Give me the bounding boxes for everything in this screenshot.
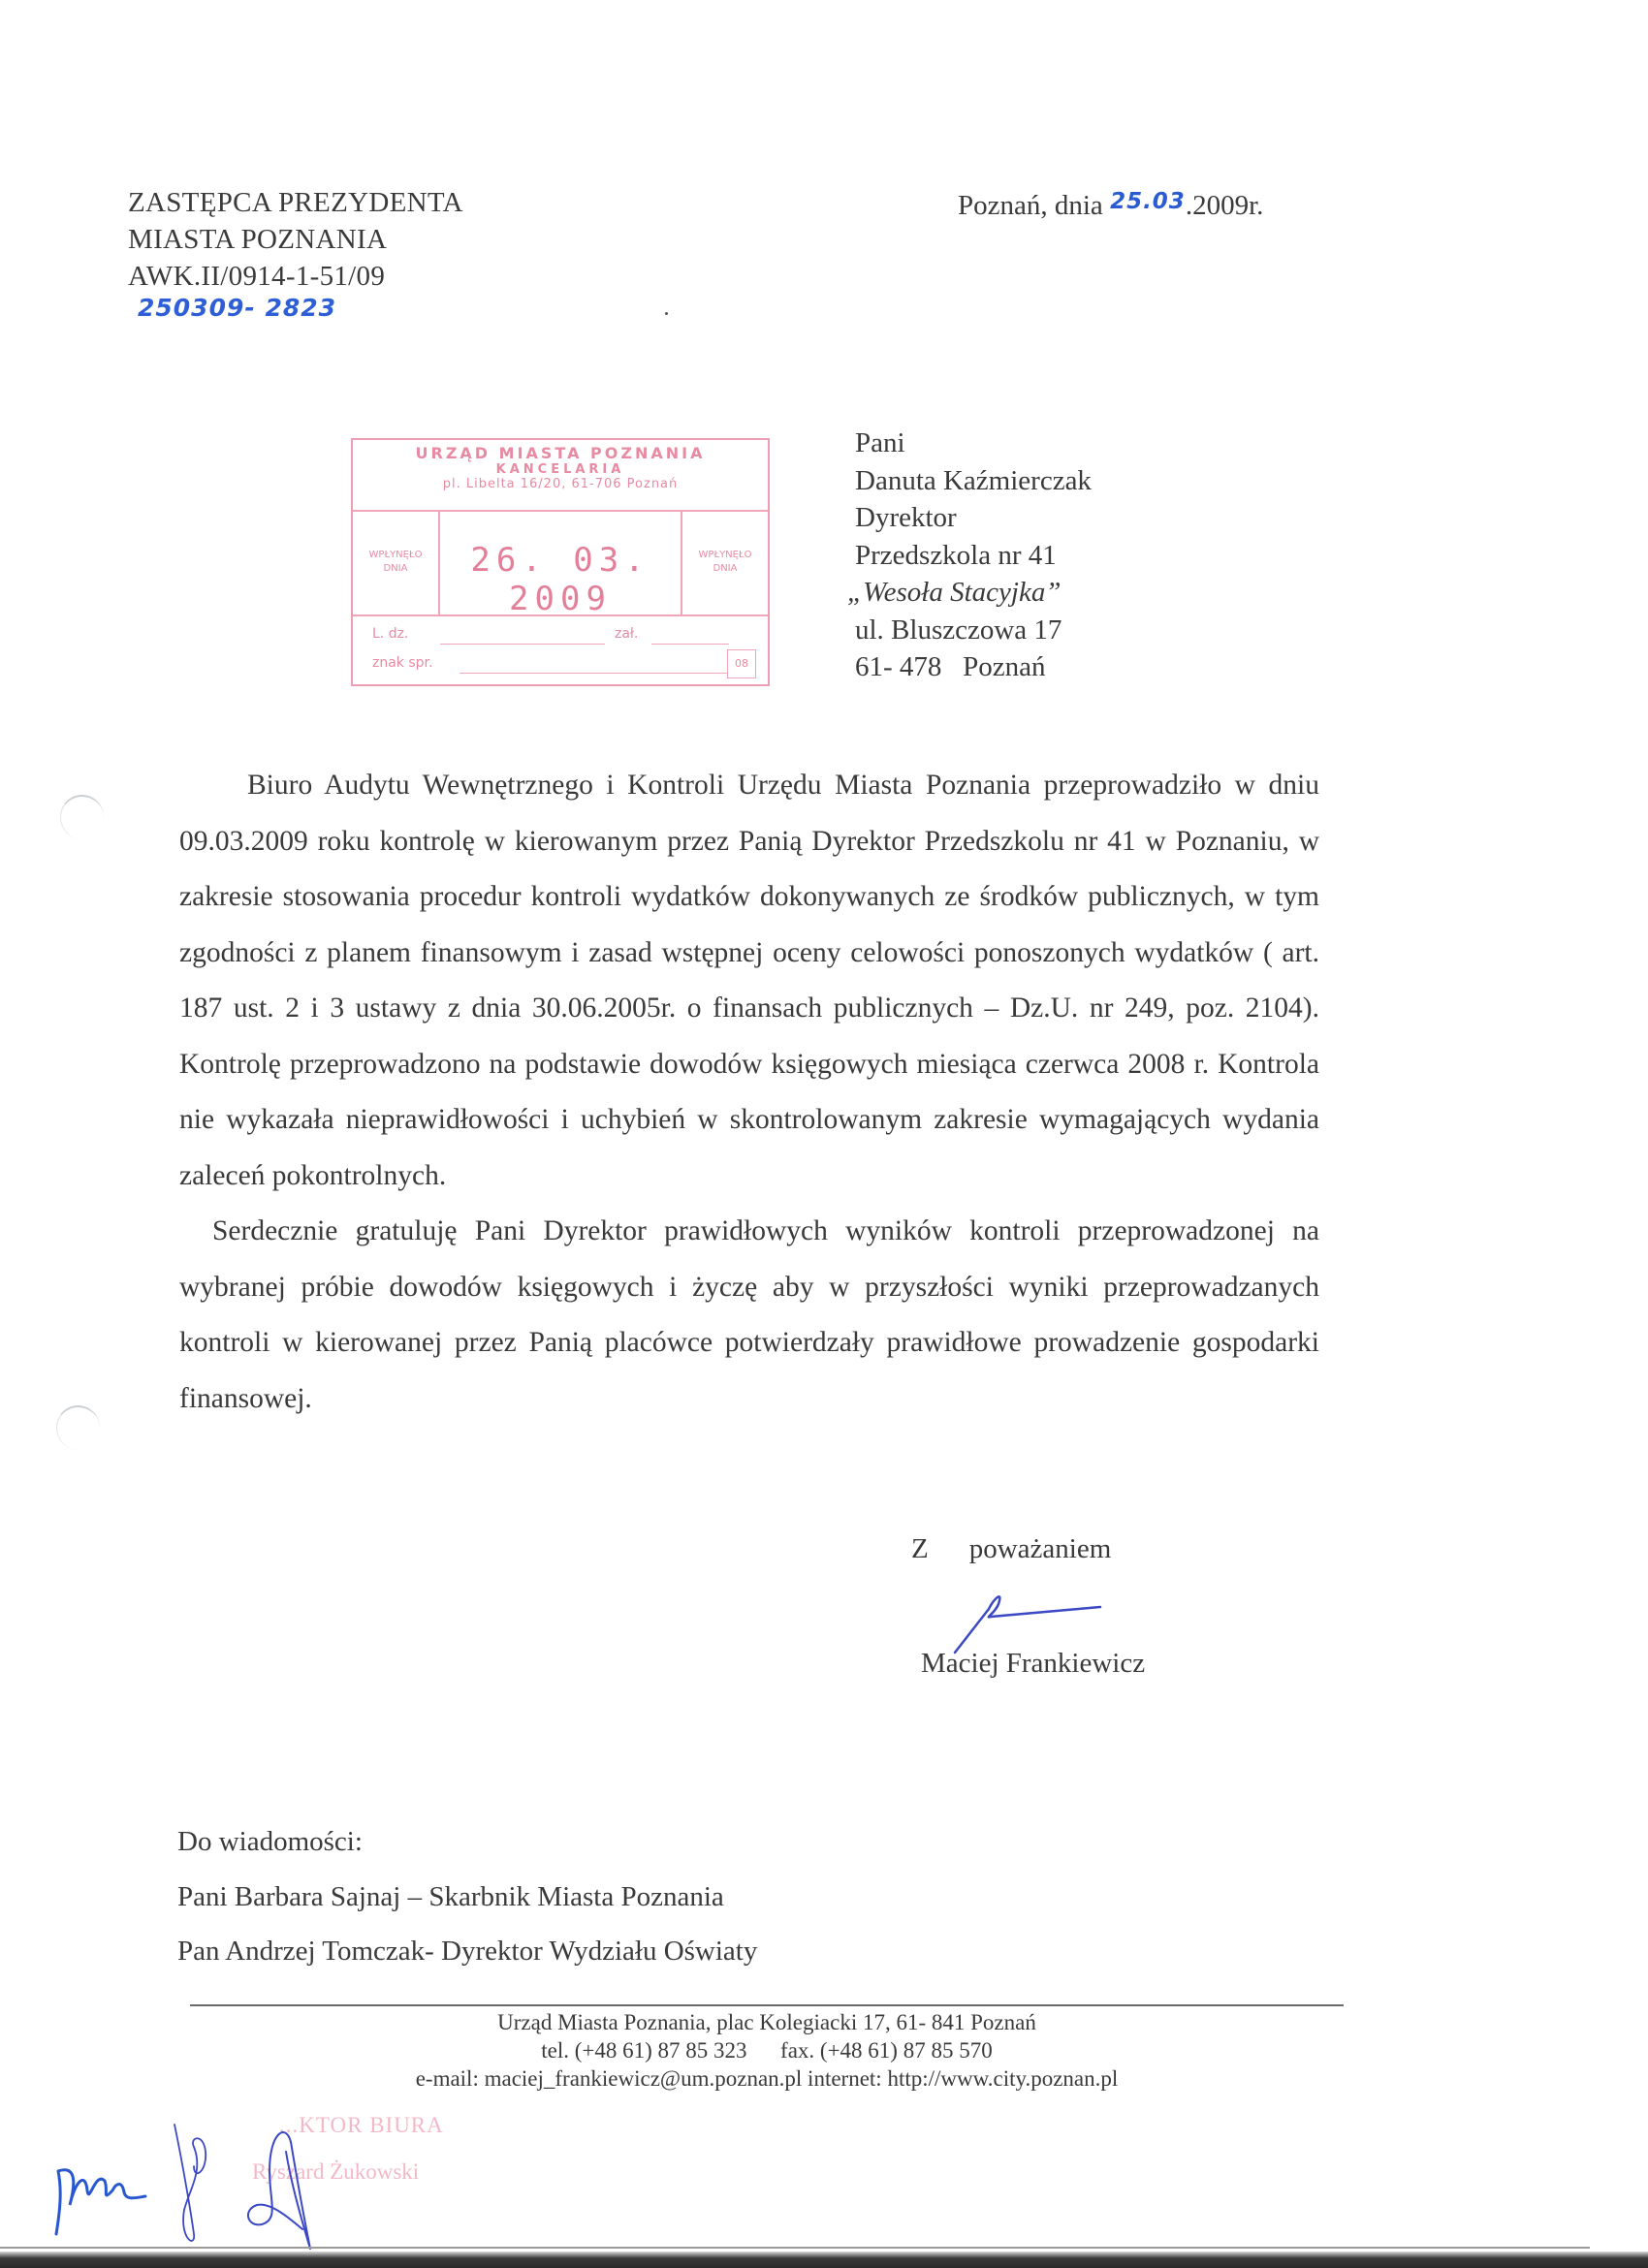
recipient-postal-city: 61- 478 Poznań — [855, 651, 1046, 682]
stamp-label: WPŁYNĘŁO — [698, 550, 752, 560]
footer-phones: tel. (+48 61) 87 85 323 fax. (+48 61) 87 85 570 — [541, 2038, 993, 2063]
date-suffix: .2009r. — [1185, 190, 1264, 221]
director-stamp-title: ...KTOR BIURA — [279, 2113, 444, 2137]
closing-z: Z — [911, 1533, 929, 1564]
punch-hole-mark — [56, 1405, 100, 1450]
handwritten-date: 25.03 — [1110, 189, 1186, 214]
sender-title-line1: ZASTĘPCA PREZYDENTA — [128, 187, 463, 218]
stamp-znak-line — [460, 673, 727, 674]
closing-regards: poważaniem — [968, 1533, 1112, 1564]
footer-divider — [190, 2004, 1344, 2006]
stamp-header — [353, 440, 768, 512]
stamp-received-date: 26. 03. 2009 — [470, 541, 650, 618]
footer-contact: e-mail: maciej_frankiewicz@um.poznan.pl internet: http://www.city.poznan.pl — [415, 2066, 1119, 2091]
handwritten-initials-icon — [48, 2113, 397, 2258]
punch-hole-mark — [60, 795, 104, 839]
scan-speck — [665, 312, 668, 315]
recipient-street: ul. Bluszczowa 17 — [855, 614, 1062, 646]
stamp-znak-label: znak spr. — [372, 655, 433, 671]
recipient-salutation: Pani — [855, 427, 905, 458]
closing — [911, 1533, 1111, 1565]
stamp-fields — [353, 616, 768, 684]
scanner-edge — [0, 2252, 1648, 2268]
stamp-received-label-left — [353, 512, 440, 614]
stamp-label: DNIA — [383, 563, 408, 574]
recipient-block — [847, 425, 1092, 686]
stamp-box-code: 08 — [727, 649, 756, 678]
recipient-name: Danuta Kaźmierczak — [855, 464, 1092, 496]
stamp-label: WPŁYNĘŁO — [368, 550, 423, 560]
stamp-department: KANCELARIA — [495, 462, 625, 477]
letterhead-footer — [190, 2008, 1344, 2093]
sender-block — [128, 184, 463, 322]
recipient-position: Dyrektor — [855, 502, 957, 533]
stamp-office: URZĄD MIASTA POZNANIA — [415, 444, 706, 462]
recipient-institution: Przedszkola nr 41 — [855, 539, 1057, 571]
sender-title-line2: MIASTA POZNANIA — [128, 224, 388, 255]
director-stamp-name: Ryszard Żukowski — [252, 2159, 420, 2184]
stamp-label: DNIA — [713, 563, 738, 574]
stamp-ldz-label: L. dz. — [372, 626, 409, 642]
stamp-zal-line — [651, 644, 729, 645]
stamp-date-row — [353, 512, 768, 616]
cc-recipient: Pan Andrzej Tomczak- Dyrektor Wydziału Oświaty — [177, 1936, 758, 1967]
body-paragraph-1: Biuro Audytu Wewnętrznego i Kontroli Urzędu Miasta Poznania przeprowadziło w dniu 09.03.2009 roku kontrolę w kierowanym przez Panią Dyrektor Przedszkolu nr 41 w Poznaniu, w zakresie stosowania procedur kontroli wydatków dokonywanych ze środków publicznych, w tym zgodności z planem finansowym i zasad wstępnej oceny celowości ponoszonych wydatków ( art. 187 ust. 2 i 3 ustawy z dnia 30.06.2005r. o finansach publicznych – Dz.U. nr 249, poz. 2104). Kontrolę przeprowadzono na podstawie dowodów księgowych miesiąca czerwca 2008 r. Kontrola nie wykazała nieprawidłowości i uchybień w skontrolowanym zakresie wymagających wydania zaleceń pokontrolnych. — [179, 770, 1319, 1191]
cc-label: Do wiadomości: — [177, 1826, 363, 1857]
date-line — [958, 190, 1263, 222]
footer-address: Urząd Miasta Poznania, plac Kolegiacki 17, 61- 841 Poznań — [497, 2010, 1036, 2034]
recipient-institution-name: „Wesoła Stacyjka” — [847, 577, 1062, 608]
body-paragraph-2: Serdecznie gratuluję Pani Dyrektor prawidłowych wyników kontroli przeprowadzonej na wybranej próbie dowodów księgowych i życzę aby w przyszłości wyniki przeprowadzanych kontroli w kierowanej przez Panią placówce potwierdzały prawidłowe prowadzenie gospodarki finansowej. — [179, 1215, 1319, 1414]
stamp-address: pl. Libelta 16/20, 61-706 Poznań — [442, 477, 679, 491]
stamp-zal-label: zał. — [615, 626, 639, 642]
date-prefix: Poznań, dnia — [958, 190, 1111, 221]
cc-recipient: Pani Barbara Sajnaj – Skarbnik Miasta Poznania — [177, 1880, 724, 1912]
handwritten-reference: 250309- 2823 — [138, 294, 337, 322]
reference-number: AWK.II/0914-1-51/09 — [128, 261, 386, 292]
page-edge — [0, 2247, 1590, 2249]
signer-name: Maciej Frankiewicz — [921, 1648, 1146, 1679]
registry-stamp — [351, 438, 770, 686]
letter-body — [179, 758, 1319, 1427]
cc-block — [177, 1814, 757, 1979]
stamp-received-label-right — [681, 512, 768, 614]
stamp-ldz-line — [440, 644, 605, 645]
